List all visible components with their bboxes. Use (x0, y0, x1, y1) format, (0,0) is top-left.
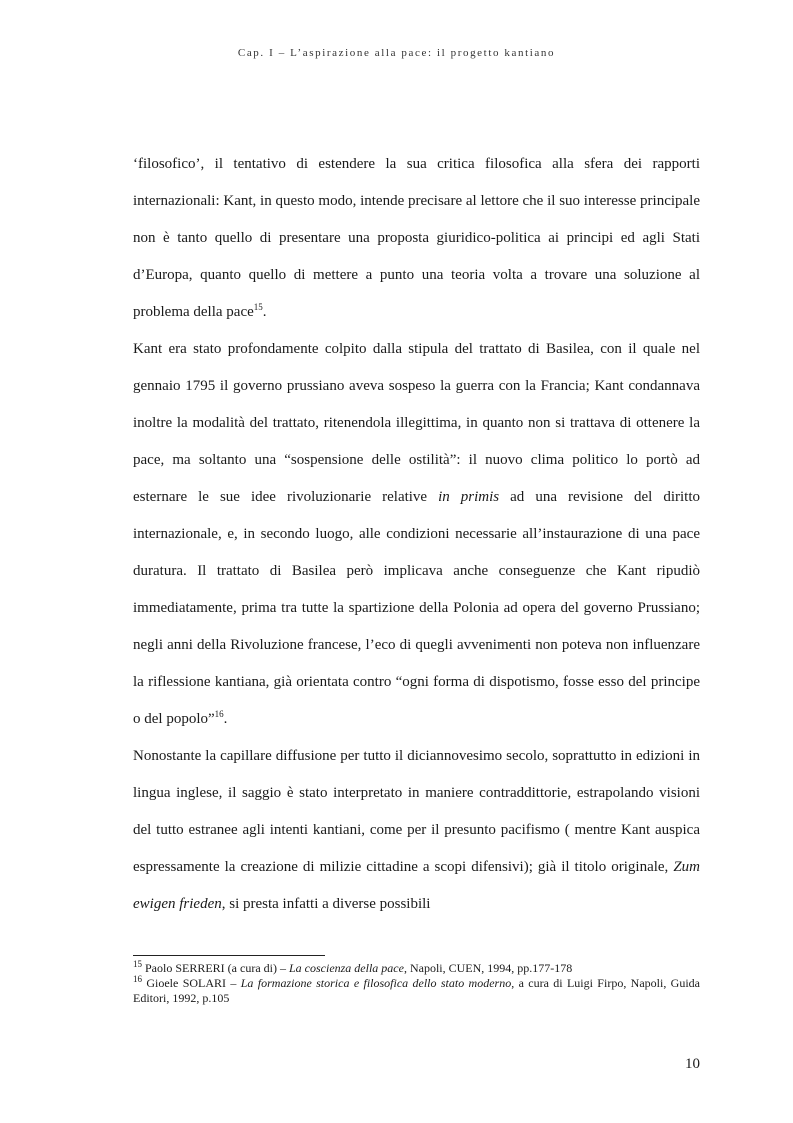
footnote-15 (133, 961, 700, 976)
footnote-number: 15 (133, 959, 142, 969)
running-header: Cap. I – L’aspirazione alla pace: il progetto kantiano (237, 47, 556, 59)
paragraph-2-text-a: Kant era stato profondamente colpito dalla stipula del trattato di Basilea, con il quale nel gennaio 1795 il governo prussiano aveva sospeso la guerra con la Francia; Kant condannava inoltre la modalità del trattato, ritenendola illegittima, in quanto non si trattava di ottenere la pace, ma soltanto una “sospensione delle ostilità”: il nuovo clima politico lo portò ad esternare le sue idee rivoluzionarie relative (133, 341, 700, 505)
footnotes (133, 961, 700, 1006)
paragraph-2-text-b: ad una revisione del diritto internazionale, e, in secondo luogo, alle condizioni necessarie all’instaurazione di una pace duratura. Il trattato di Basilea però implicava anche conseguenze che Kant ripudiò immediatamente, prima tra tutte la spartizione della Polonia ad opera del governo Prussiano; negli anni della Rivoluzione francese, l’eco di quegli avvenimenti non poteva non influenzare la riflessione kantiana, già orientata contro “ogni forma di dispotismo, fosse esso del principe o del popolo” (133, 489, 700, 727)
paragraph-1-end: . (262, 304, 267, 320)
footnote-ref-16: 16 (214, 709, 224, 719)
paragraph-2-italic: in primis (438, 489, 500, 505)
footnote-author: Gioele SOLARI – (142, 976, 241, 990)
page-number: 10 (685, 1056, 700, 1072)
footnote-title: La coscienza della pace (288, 961, 404, 975)
paragraph-2 (133, 331, 700, 738)
paragraph-1-text: ‘filosofico’, il tentativo di estendere la sua critica filosofica alla sfera dei rapporti internazionali: Kant, in questo modo, intende precisare al lettore che il suo interesse principale non è tanto quello di presentare una proposta giuridico-politica ai principi ed agli Stati d’Europa, quanto quello di mettere a punto una teoria volta a trovare una soluzione al problema della pace (133, 156, 700, 320)
body-text (133, 146, 700, 923)
footnote-publication: , Napoli, CUEN, 1994, pp.177-178 (403, 961, 573, 975)
paragraph-2-end: . (223, 711, 228, 727)
footnote-separator (133, 955, 325, 956)
footnote-author: Paolo SERRERI (a cura di) – (142, 961, 289, 975)
paragraph-1 (133, 146, 700, 331)
paragraph-3-text-a: Nonostante la capillare diffusione per tutto il diciannovesimo secolo, soprattutto in edizioni in lingua inglese, il saggio è stato interpretato in maniere contraddittorie, estrapolando visioni del tutto estranee agli intenti kantiani, come per il presunto pacifismo ( mentre Kant auspica espressamente la creazione di milizie cittadine a scopi difensivi); già il titolo originale, (133, 748, 700, 875)
footnote-ref-15: 15 (253, 302, 263, 312)
footnote-title: La formazione storica e filosofica dello stato moderno (240, 976, 512, 990)
footnote-16 (133, 976, 700, 1006)
footnote-publication: , a cura di Luigi Firpo, Napoli, Guida Editori, 1992, p.105 (133, 976, 701, 1005)
paragraph-3-italic: Zum ewigen frieden (133, 859, 700, 912)
footnote-number: 16 (133, 974, 142, 984)
paragraph-3-text-b: , si presta infatti a diverse possibili (221, 896, 431, 912)
paragraph-3 (133, 738, 700, 923)
